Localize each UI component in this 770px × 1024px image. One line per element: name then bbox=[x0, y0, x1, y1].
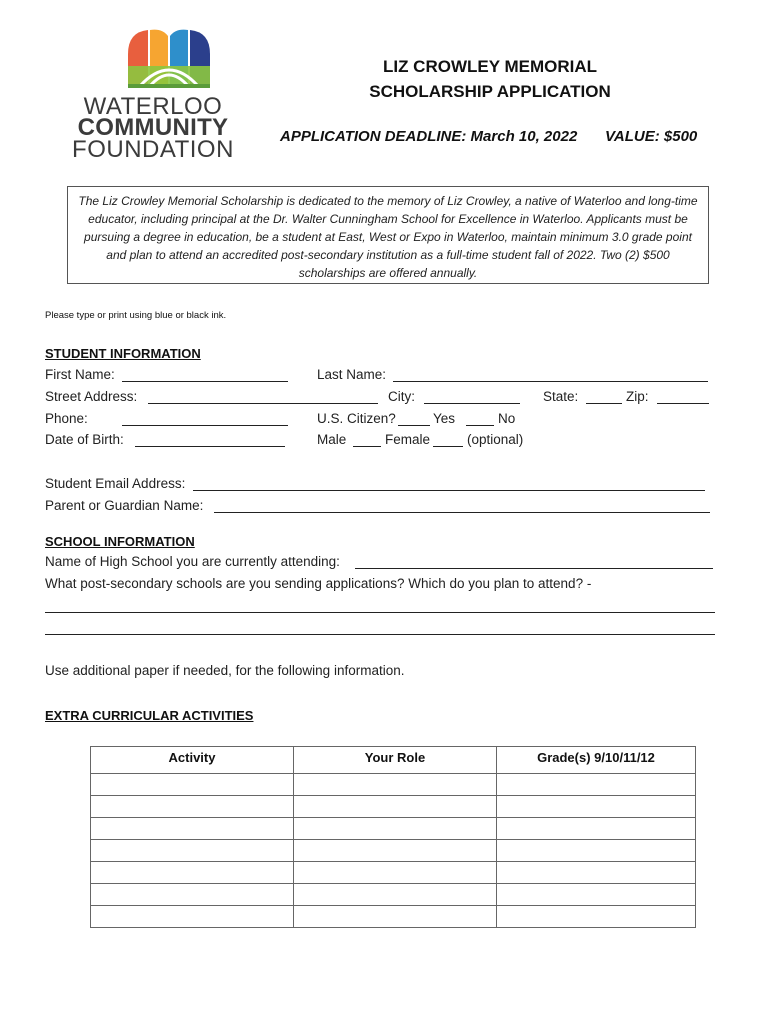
table-row bbox=[91, 818, 696, 840]
role-cell[interactable] bbox=[294, 774, 497, 796]
female-label: Female bbox=[385, 432, 431, 447]
optional-note: (optional) bbox=[467, 432, 524, 447]
grades-cell[interactable] bbox=[497, 796, 696, 818]
dob-field[interactable] bbox=[135, 446, 285, 447]
table-row bbox=[91, 862, 696, 884]
last-name-field[interactable] bbox=[393, 381, 708, 382]
role-cell[interactable] bbox=[294, 818, 497, 840]
activities-header-row bbox=[91, 747, 696, 774]
role-cell[interactable] bbox=[294, 884, 497, 906]
activity-cell[interactable] bbox=[91, 840, 294, 862]
email-label: Student Email Address: bbox=[45, 476, 186, 491]
activities-rows bbox=[91, 774, 696, 928]
role-column-header: Your Role bbox=[294, 747, 497, 774]
street-address-label: Street Address: bbox=[45, 389, 138, 404]
dob-label: Date of Birth: bbox=[45, 432, 124, 447]
grades-cell[interactable] bbox=[497, 818, 696, 840]
title-line-1: LIZ CROWLEY MEMORIAL bbox=[382, 57, 598, 76]
application-deadline: APPLICATION DEADLINE: March 10, 2022 bbox=[280, 128, 578, 145]
table-row bbox=[91, 840, 696, 862]
post-secondary-field-2[interactable] bbox=[45, 634, 715, 635]
citizen-no-label: No bbox=[498, 411, 516, 426]
grades-cell[interactable] bbox=[497, 884, 696, 906]
title-line-2: SCHOLARSHIP APPLICATION bbox=[369, 82, 611, 101]
high-school-field[interactable] bbox=[355, 568, 713, 569]
state-field[interactable] bbox=[586, 403, 622, 404]
additional-paper-note: Use additional paper if needed, for the following information. bbox=[45, 663, 405, 678]
student-info-heading: STUDENT INFORMATION bbox=[45, 346, 201, 361]
guardian-label: Parent or Guardian Name: bbox=[45, 498, 204, 513]
role-cell[interactable] bbox=[294, 796, 497, 818]
school-info-heading: SCHOOL INFORMATION bbox=[45, 534, 195, 549]
activity-cell[interactable] bbox=[91, 796, 294, 818]
city-label: City: bbox=[388, 389, 415, 404]
ink-instruction: Please type or print using blue or black ink. bbox=[45, 310, 227, 321]
citizen-label: U.S. Citizen? bbox=[317, 411, 396, 426]
table-row bbox=[91, 796, 696, 818]
street-address-field[interactable] bbox=[148, 403, 378, 404]
city-field[interactable] bbox=[424, 403, 520, 404]
grades-column-header: Grade(s) 9/10/11/12 bbox=[497, 747, 696, 774]
logo-line-1: WATERLOO bbox=[83, 93, 223, 120]
citizen-yes-label: Yes bbox=[433, 411, 456, 426]
zip-label: Zip: bbox=[626, 389, 649, 404]
citizen-yes-field[interactable] bbox=[398, 425, 430, 426]
grades-cell[interactable] bbox=[497, 840, 696, 862]
description-box: The Liz Crowley Memorial Scholarship is dedicated to the memory of Liz Crowley, a native of Waterloo and long-time educator, including principal at the Dr. Walter Cunningham School for Excellence in Waterloo. Applicants must be pursuing a degree in education, be a student at East, West or Expo in Waterloo, maintain minimum 3.0 grade point and plan to attend an accredited post-secondary institution as a full-time student fall of 2022. Two (2) $500 scholarships are offered annually. bbox=[67, 186, 709, 284]
male-field[interactable] bbox=[353, 446, 381, 447]
grades-cell[interactable] bbox=[497, 774, 696, 796]
activity-cell[interactable] bbox=[91, 862, 294, 884]
role-cell[interactable] bbox=[294, 906, 497, 928]
activities-heading: EXTRA CURRICULAR ACTIVITIES bbox=[45, 708, 254, 723]
scholarship-value: VALUE: $500 bbox=[605, 128, 698, 145]
activity-cell[interactable] bbox=[91, 774, 294, 796]
state-label: State: bbox=[543, 389, 579, 404]
logo-line-3: FOUNDATION bbox=[72, 136, 234, 163]
role-cell[interactable] bbox=[294, 840, 497, 862]
activity-column-header: Activity bbox=[91, 747, 294, 774]
activities-table bbox=[90, 746, 696, 928]
post-secondary-label: What post-secondary schools are you sending applications? Which do you plan to attend? - bbox=[45, 576, 592, 591]
high-school-label: Name of High School you are currently attending: bbox=[45, 554, 340, 569]
phone-field[interactable] bbox=[122, 425, 288, 426]
table-row bbox=[91, 884, 696, 906]
phone-label: Phone: bbox=[45, 411, 88, 426]
table-row bbox=[91, 774, 696, 796]
email-field[interactable] bbox=[193, 490, 705, 491]
activity-cell[interactable] bbox=[91, 884, 294, 906]
activity-cell[interactable] bbox=[91, 906, 294, 928]
first-name-label: First Name: bbox=[45, 367, 115, 382]
zip-field[interactable] bbox=[657, 403, 709, 404]
grades-cell[interactable] bbox=[497, 862, 696, 884]
citizen-no-field[interactable] bbox=[466, 425, 494, 426]
last-name-label: Last Name: bbox=[317, 367, 387, 382]
activity-cell[interactable] bbox=[91, 818, 294, 840]
guardian-field[interactable] bbox=[214, 512, 710, 513]
logo-line-2: COMMUNITY bbox=[77, 114, 229, 141]
first-name-field[interactable] bbox=[122, 381, 288, 382]
table-row bbox=[91, 906, 696, 928]
post-secondary-field-1[interactable] bbox=[45, 612, 715, 613]
grades-cell[interactable] bbox=[497, 906, 696, 928]
role-cell[interactable] bbox=[294, 862, 497, 884]
male-label: Male bbox=[317, 432, 347, 447]
female-field[interactable] bbox=[433, 446, 463, 447]
